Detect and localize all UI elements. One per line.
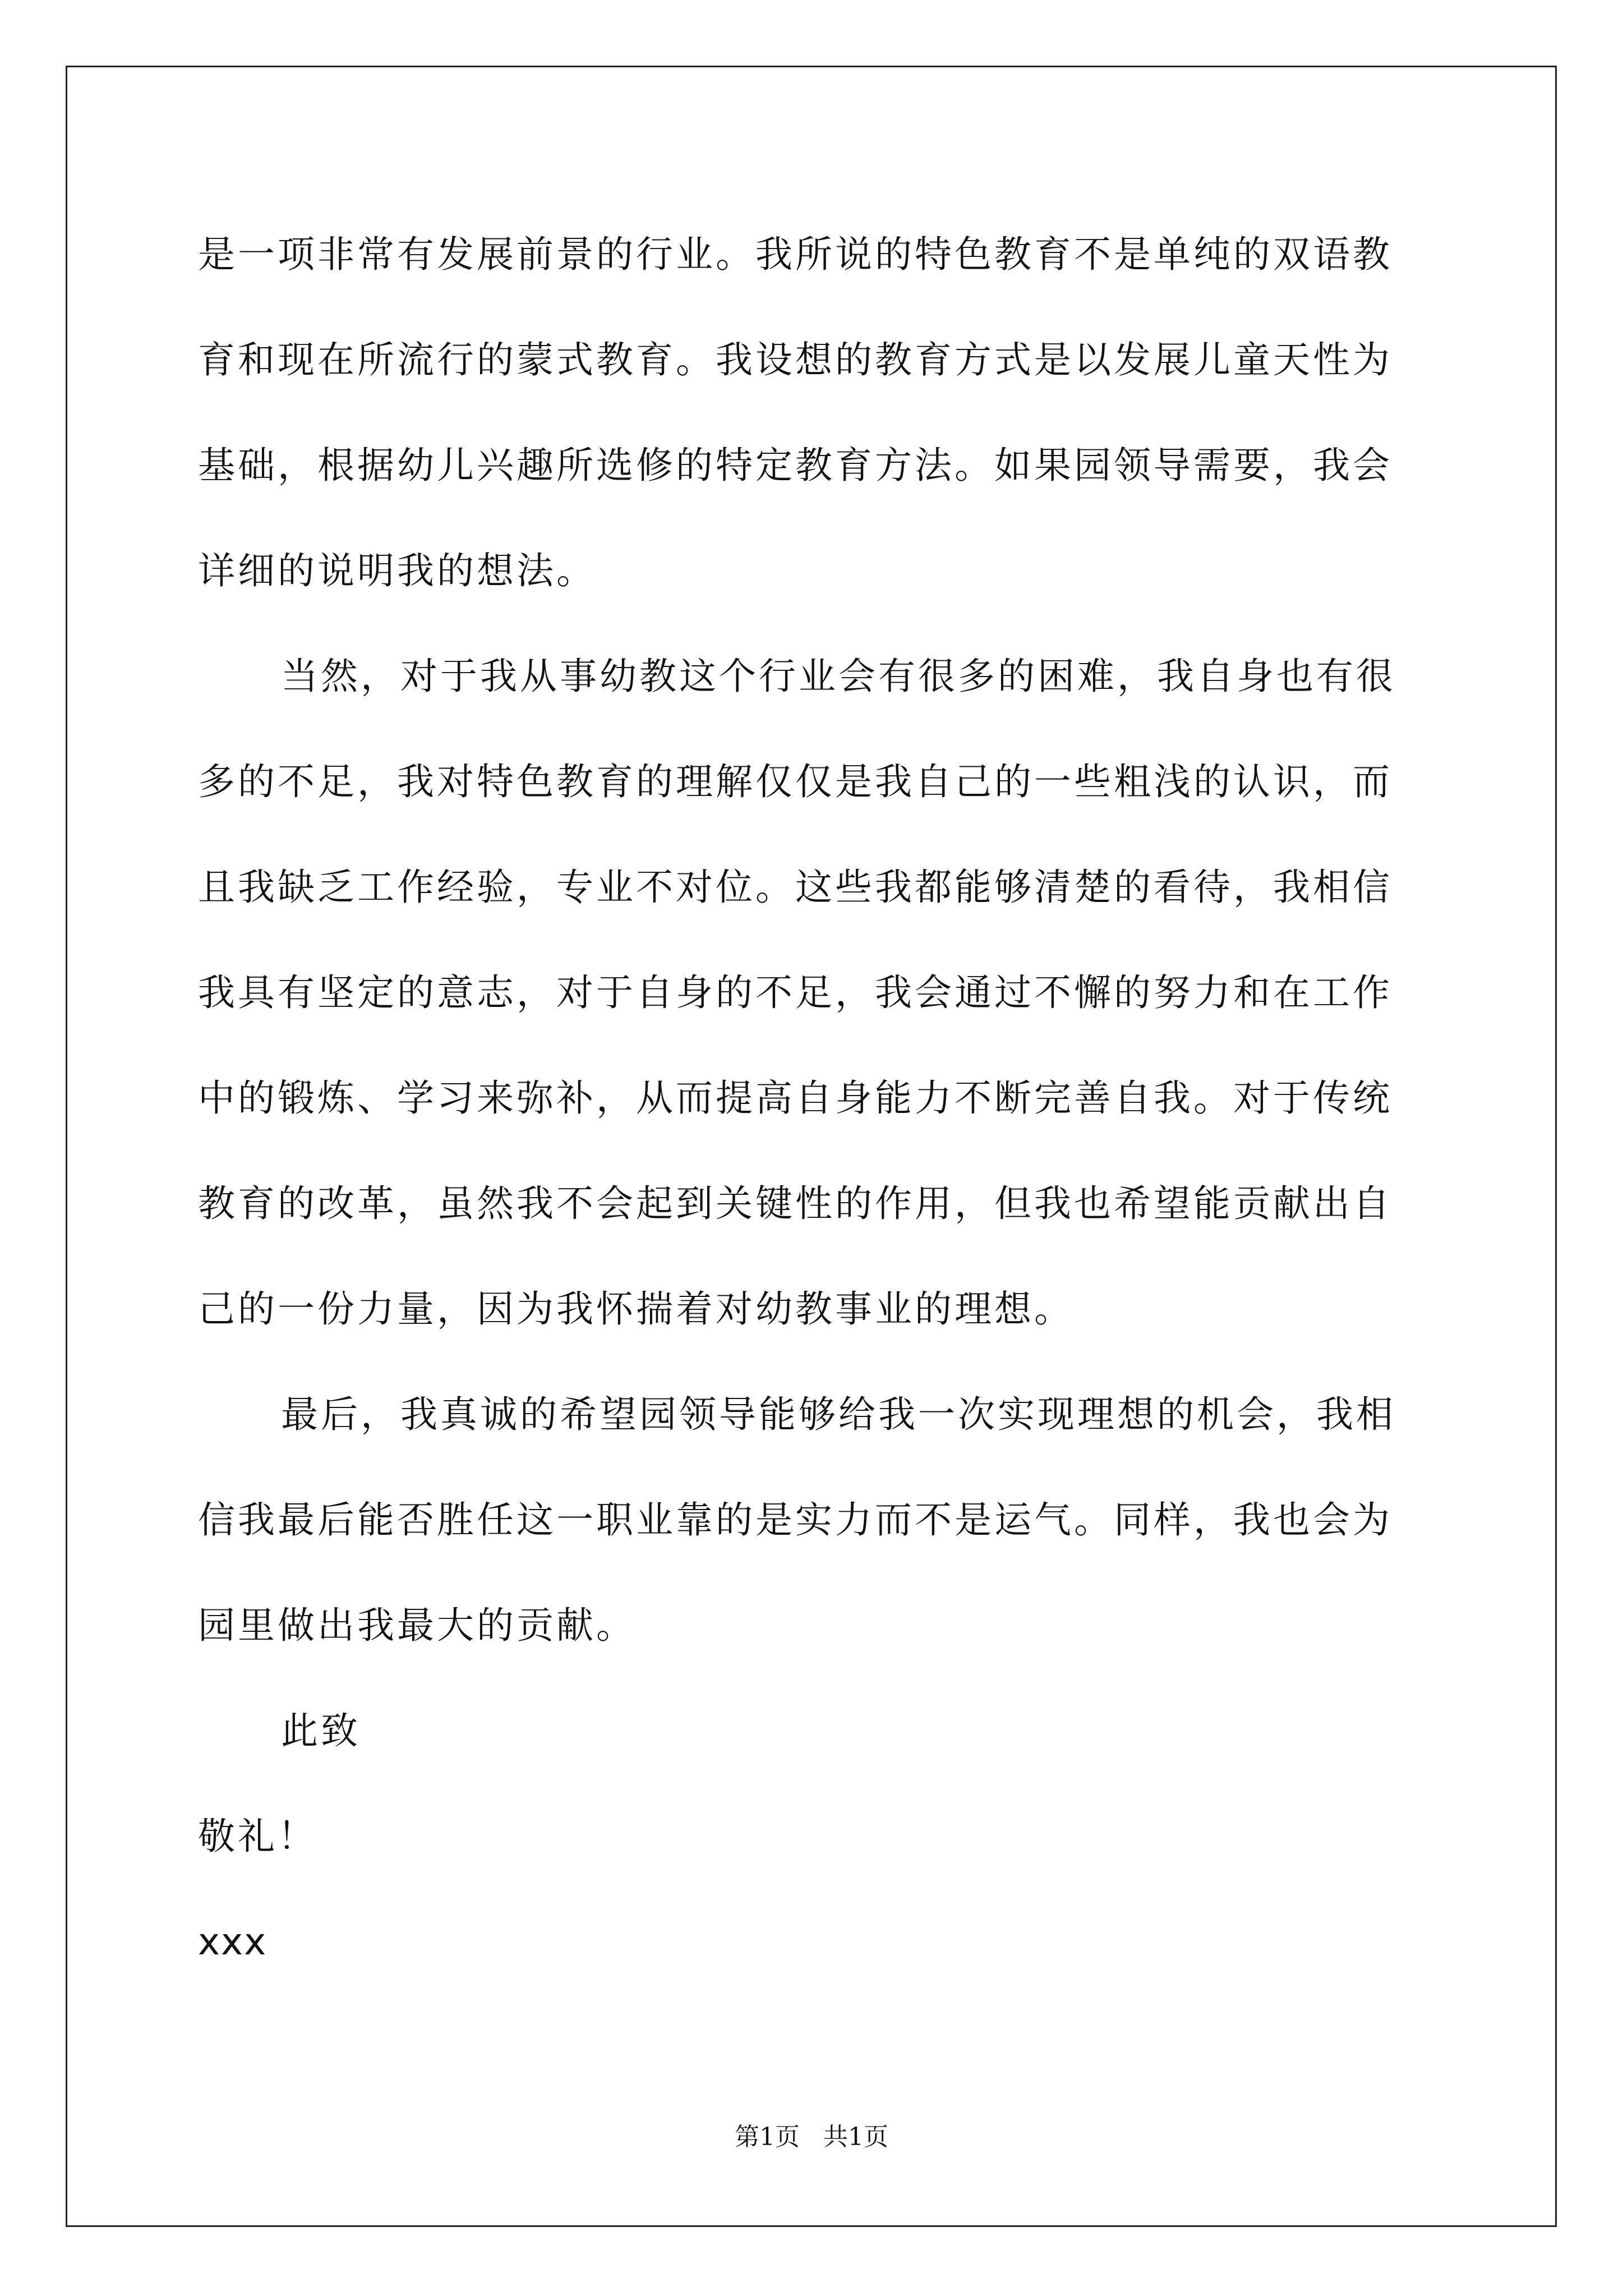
paragraph-line: 详细的说明我的想法。	[198, 549, 596, 592]
paragraph-line: 基础，根据幼儿兴趣所选修的特定教育方法。如果园领导需要，我会	[198, 444, 1393, 487]
paragraph-line: 己的一份力量，因为我怀揣着对幼教事业的理想。	[198, 1287, 1074, 1331]
paragraph-line: 中的锻炼、学习来弥补，从而提高自身能力不断完善自我。对于传统	[198, 1076, 1393, 1120]
paragraph-line: 当然，对于我从事幼教这个行业会有很多的困难，我自身也有很	[281, 655, 1396, 698]
paragraph-line: 育和现在所流行的蒙式教育。我设想的教育方式是以发展儿童天性为	[198, 338, 1393, 381]
closing-salutation: 此致	[281, 1709, 361, 1752]
paragraph-line: 教育的改革，虽然我不会起到关键性的作用，但我也希望能贡献出自	[198, 1182, 1393, 1225]
signature: xxx	[198, 1920, 268, 1963]
letter-body	[198, 202, 1425, 1995]
page-footer: 第1页 共1页	[735, 2123, 888, 2151]
paragraph-line: 园里做出我最大的贡献。	[198, 1604, 636, 1647]
paragraph-line: 最后，我真诚的希望园领导能够给我一次实现理想的机会，我相	[281, 1393, 1396, 1436]
paragraph-line: 多的不足，我对特色教育的理解仅仅是我自己的一些粗浅的认识，而	[198, 760, 1393, 803]
paragraph-line: 信我最后能否胜任这一职业靠的是实力而不是运气。同样，我也会为	[198, 1498, 1393, 1542]
paragraph-line: 我具有坚定的意志，对于自身的不足，我会通过不懈的努力和在工作	[198, 971, 1393, 1014]
closing-regards: 敬礼！	[198, 1815, 317, 1858]
paragraph-line: 是一项非常有发展前景的行业。我所说的特色教育不是单纯的双语教	[198, 233, 1393, 276]
paragraph-line: 且我缺乏工作经验，专业不对位。这些我都能够清楚的看待，我相信	[198, 866, 1393, 909]
